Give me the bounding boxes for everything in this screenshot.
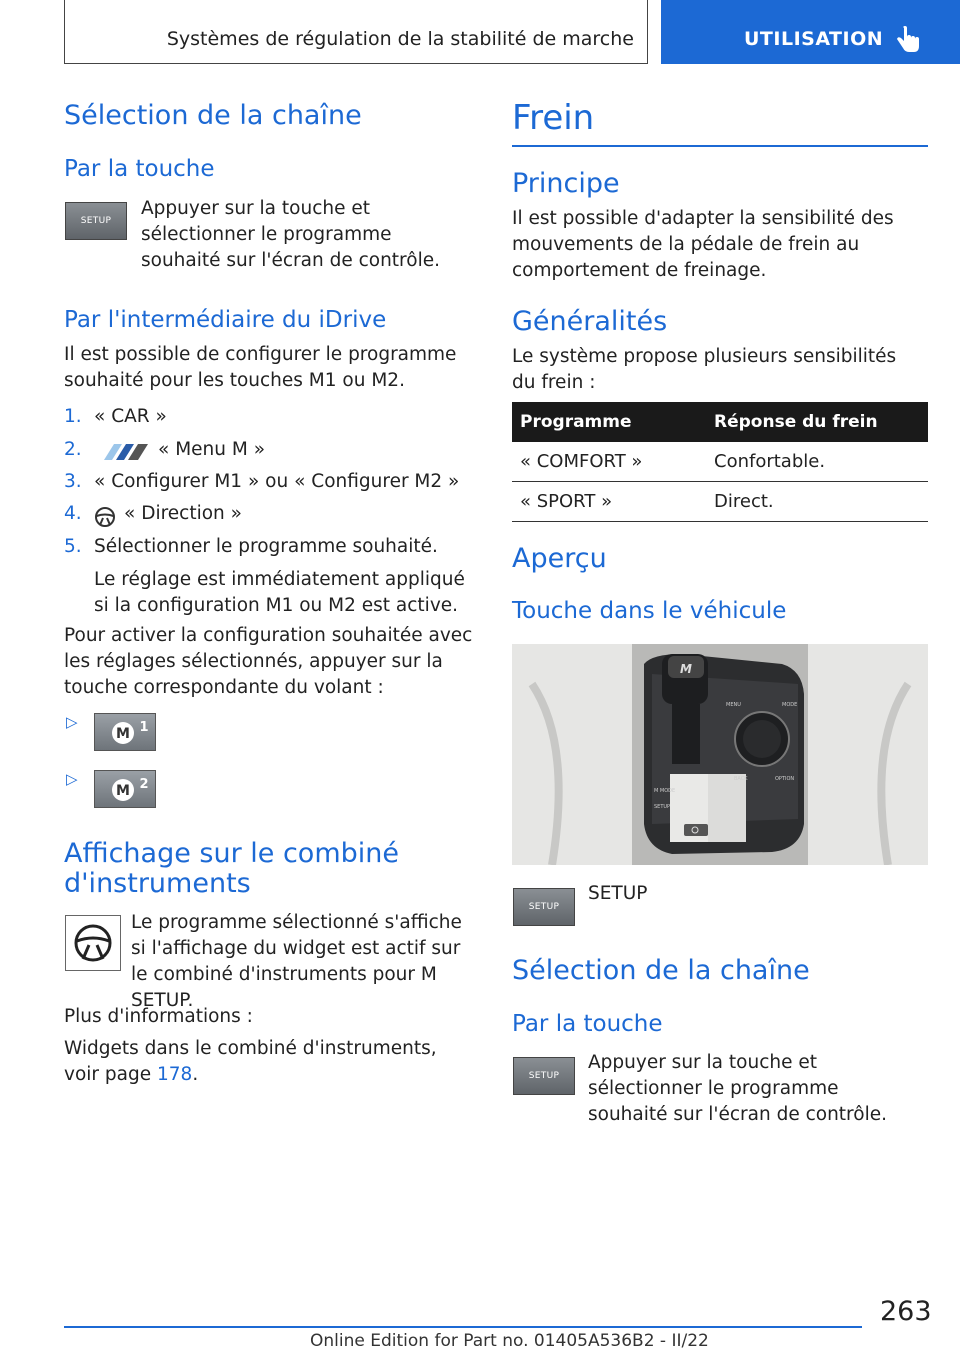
- table-header-row: [512, 402, 928, 442]
- m1-digit: 1: [139, 720, 149, 735]
- table-header-cell: Réponse du frein: [706, 402, 928, 442]
- steering-wheel-icon: [66, 916, 120, 970]
- table-cell: Direct.: [706, 482, 928, 522]
- page-link[interactable]: 178: [157, 1064, 193, 1085]
- paragraph-generalites: Le système propose plusieurs sensibilités du frein :: [512, 346, 897, 393]
- heading-generalites: Généralités: [512, 306, 668, 337]
- heading-affichage-line1: Affichage sur le combiné: [64, 838, 399, 869]
- step-text: « Configurer M1 » ou « Configurer M2 »: [94, 471, 460, 492]
- paragraph-plus-info: Plus d'informations :: [64, 1006, 253, 1027]
- setup-button-image: SETUP: [513, 888, 575, 926]
- step-number: 2.: [64, 439, 82, 460]
- footer-edition-text: Online Edition for Part no. 01405A536B2 - II/22: [310, 1331, 709, 1351]
- paragraph-idrive: Il est possible de configurer le programme souhaité pour les touches M1 ou M2.: [64, 344, 457, 391]
- console-button-label: OPTION: [775, 776, 795, 782]
- brake-sensitivity-table: [512, 402, 928, 522]
- paragraph-touche: Appuyer sur la touche et sélectionner le programme souhaité sur l'écran de contrôle.: [141, 198, 440, 271]
- table-row: [512, 442, 928, 482]
- footer-rule: [64, 1326, 862, 1328]
- step-note: Le réglage est immédiatement appliqué si la configuration M1 ou M2 est active.: [94, 569, 465, 616]
- step-text: Sélectionner le programme souhaité.: [94, 536, 438, 557]
- table-cell: « COMFORT »: [512, 442, 706, 482]
- m2-letter: M: [116, 783, 130, 799]
- setup-caption: SETUP: [588, 883, 648, 904]
- console-button-label: M MODE: [654, 788, 676, 794]
- m-stripes-icon: [96, 442, 150, 462]
- step-number: 5.: [64, 536, 82, 557]
- step-number: 3.: [64, 471, 82, 492]
- bullet-marker: ▷: [66, 713, 78, 731]
- heading-selection-chaine-right: Sélection de la chaîne: [512, 955, 810, 986]
- table-cell: « SPORT »: [512, 482, 706, 522]
- paragraph-principe: Il est possible d'adapter la sensibilité des mouvements de la pédale de frein au comportement de freinage.: [512, 208, 894, 281]
- console-button-label: MODE: [782, 702, 798, 708]
- gear-selector-logo: M: [680, 662, 692, 676]
- table-cell: Confortable.: [706, 442, 928, 482]
- table-row: [512, 482, 928, 522]
- header-title: Systèmes de régulation de la stabilité de marche: [166, 28, 634, 50]
- heading-touche-vehicule: Touche dans le véhicule: [512, 598, 787, 624]
- heading-rule: [512, 145, 928, 147]
- center-console-photo: [512, 644, 928, 865]
- step-text: « CAR »: [94, 406, 167, 427]
- period: .: [192, 1064, 199, 1085]
- heading-par-la-touche-right: Par la touche: [512, 1011, 663, 1037]
- steering-wheel-icon: [94, 506, 116, 528]
- bullet-marker: ▷: [66, 770, 78, 788]
- step-number: 1.: [64, 406, 82, 427]
- console-button-label: BACK: [734, 776, 748, 782]
- heading-selection-chaine: Sélection de la chaîne: [64, 100, 362, 131]
- heading-idrive: Par l'intermédiaire du iDrive: [64, 307, 387, 333]
- heading-principe: Principe: [512, 168, 620, 199]
- steering-wheel-display-image: [65, 915, 121, 971]
- paragraph-widgets: [64, 1036, 464, 1088]
- m1-button-icon: [95, 714, 155, 750]
- table-header-cell: Programme: [512, 402, 706, 442]
- m2-button-image: [94, 770, 156, 808]
- heading-frein: Frein: [512, 98, 595, 138]
- step-text: « Menu M »: [158, 439, 266, 460]
- heading-par-la-touche: Par la touche: [64, 156, 215, 182]
- m2-button-icon: [95, 771, 155, 807]
- m1-button-image: [94, 713, 156, 751]
- page-number: 263: [880, 1296, 932, 1327]
- console-button-label: SETUP: [654, 804, 671, 810]
- heading-apercu: Aperçu: [512, 543, 607, 574]
- paragraph-affichage: Le programme sélectionné s'affiche si l'affichage du widget est actif sur le combiné d'instruments pour M SETUP.: [131, 912, 462, 1011]
- hand-pointer-icon: [895, 25, 921, 55]
- step-text: « Direction »: [124, 503, 242, 524]
- console-button-label: MENU: [726, 702, 741, 708]
- step-number: 4.: [64, 503, 82, 524]
- setup-button-image: SETUP: [513, 1057, 575, 1095]
- m1-letter: M: [116, 726, 130, 742]
- widgets-text: Widgets dans le combiné d'instruments, voir page: [64, 1038, 437, 1085]
- paragraph-touche-right: Appuyer sur la touche et sélectionner le programme souhaité sur l'écran de contrôle.: [588, 1052, 887, 1125]
- header-section-tab-label: UTILISATION: [744, 28, 884, 50]
- heading-affichage-line2: d'instruments: [64, 868, 251, 899]
- setup-button-image: SETUP: [65, 202, 127, 240]
- m2-digit: 2: [139, 777, 149, 792]
- paragraph-activer: Pour activer la configuration souhaitée avec les réglages sélectionnés, appuyer sur la touche correspondante du volant :: [64, 625, 473, 698]
